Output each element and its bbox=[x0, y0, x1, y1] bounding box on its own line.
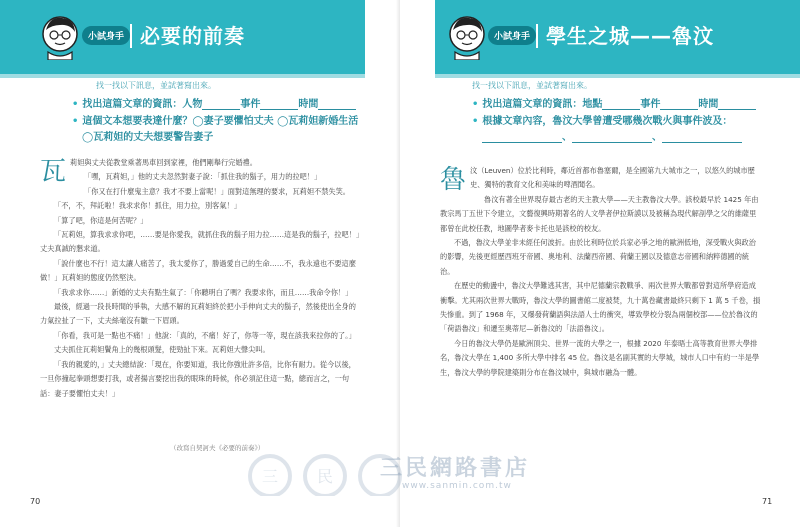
page-title: 學生之城——魯汶 bbox=[546, 24, 714, 48]
answer-blank-time[interactable] bbox=[318, 99, 356, 110]
task-item-info bbox=[72, 95, 356, 110]
task-item-meaning-cont bbox=[82, 128, 213, 143]
source-caption: （改寫自契訶夫《必要的前奏》） bbox=[170, 444, 265, 452]
task-time-label: 時間 bbox=[298, 99, 319, 110]
answer-blank-event-1[interactable] bbox=[482, 132, 562, 143]
paragraph: 「我的親愛的，」丈夫總結說：「現在，你要知道，我比你強壯許多倍，比你有耐力。從今以後，一旦你撞起拳頭想要打我，或者揚言要挖出我的眼珠的時候，你必須記住這一點，總而言之，一句話：妻子要懼怕丈夫！」 bbox=[40, 359, 356, 398]
task-events-answers bbox=[482, 128, 742, 143]
watermark-title: 三民網路書店 bbox=[380, 455, 531, 481]
answer-blank-event[interactable] bbox=[660, 99, 698, 110]
task-item-info bbox=[472, 95, 756, 110]
page-number: 70 bbox=[30, 497, 41, 506]
banner-rule bbox=[435, 74, 800, 78]
logo-glyph: 民 bbox=[316, 467, 334, 486]
paragraph: 「嘿，瓦莉妲，」他的丈夫忽然對妻子說：「抓住我的鬍子，用力的拉吧！」 bbox=[84, 172, 322, 182]
bullet-dot-icon: • bbox=[72, 99, 79, 110]
paragraph: 魯汶有著全世界現存最古老的天主教大學——天主教魯汶大學。該校最早於 1425 年由教宗馬丁五世下令建立，文藝復興時期著名的人文學者伊拉斯謨以及被稱為現代解剖學之父的維薩里都曾在此校任教，地圖學者麥卡托也是該校的校友。 bbox=[440, 194, 759, 233]
task-prefix: 找出這篇文章的資訊：人物 bbox=[82, 99, 203, 110]
student-avatar-icon bbox=[40, 14, 80, 60]
answer-blank-event[interactable] bbox=[260, 99, 298, 110]
task-event-label: 事件 bbox=[240, 99, 261, 110]
page-number: 71 bbox=[762, 497, 773, 506]
task-time-label: 時間 bbox=[698, 99, 719, 110]
title-divider bbox=[536, 24, 538, 48]
paragraph: 「瓦莉妲，算我求求你吧，……要是你愛我，就抓住我的鬍子用力拉……這是我的鬍子，拉吧！」丈夫真誠的懇求道。 bbox=[40, 230, 360, 254]
drop-cap: 魯 bbox=[440, 165, 467, 195]
paragraph: 最後，經過一段長時間的爭執，大感不解的瓦莉妲終於把小手伸向丈夫的鬍子，然後使出全身的力氣拉扯了一下，丈夫絲毫沒有皺一下眉頭。 bbox=[40, 302, 356, 326]
article-body bbox=[440, 164, 762, 380]
task-hint: 找一找以下訊息，並試著寫出來。 bbox=[472, 81, 592, 90]
student-avatar-icon bbox=[447, 14, 487, 60]
task-options-line1[interactable]: 這個文本想要表達什麼？◯妻子要懼怕丈夫 ◯瓦莉妲新婚生活 bbox=[82, 116, 359, 127]
page-title: 必要的前奏 bbox=[140, 24, 245, 48]
paragraph: 不過，魯汶大學並非未經任何波折。由於比利時位於兵家必爭之地的歐洲低地，深受戰火與政治的影響，先後更經歷西班牙帝國、奧地利、法蘭西帝國、荷蘭王國以及德意志帝國和納粹德國的統治。 bbox=[440, 238, 756, 276]
answer-blank-event-3[interactable] bbox=[662, 132, 742, 143]
bullet-dot-icon: • bbox=[472, 99, 479, 110]
paragraph: 「不，不，拜託啦！我求求你！抓住，用力拉，別客氣！」 bbox=[54, 201, 241, 211]
paragraph: 「你又在打什麼鬼主意？我才不要上當呢！」面對這無理的要求，瓦莉妲不禁失笑。 bbox=[84, 186, 350, 196]
task-prefix: 找出這篇文章的資訊：地點 bbox=[482, 99, 603, 110]
separator: 、 bbox=[652, 132, 662, 143]
logo-glyph: 三 bbox=[261, 467, 279, 486]
paragraph: 丈夫抓住瓦莉妲鬢角上的幾根頭髮，使勁扯下來。瓦莉妲大聲尖叫。 bbox=[54, 345, 270, 355]
section-tag: 小試身手 bbox=[488, 26, 536, 45]
watermark-url: www.sanmin.com.tw bbox=[402, 481, 512, 491]
drop-cap: 瓦 bbox=[40, 157, 67, 187]
bullet-dot-icon: • bbox=[72, 116, 79, 127]
task-item-events bbox=[472, 112, 732, 127]
task-item-meaning bbox=[72, 112, 358, 127]
answer-blank-event-2[interactable] bbox=[572, 132, 652, 143]
task-options-line2[interactable]: ◯瓦莉妲的丈夫想要警告妻子 bbox=[82, 132, 214, 143]
answer-blank-time[interactable] bbox=[718, 99, 756, 110]
answer-blank-place[interactable] bbox=[602, 99, 640, 110]
paragraph: 「說什麼也不行！這太讓人痛苦了，我太愛你了，勝過愛自己的生命……不，我永遠也不要這麼做！」瓦莉妲的態度仍然堅決。 bbox=[40, 258, 356, 283]
task-event-label: 事件 bbox=[640, 99, 661, 110]
task-events-prompt: 根據文章內容，魯汶大學曾遭受哪幾次戰火與事件波及： bbox=[482, 116, 733, 127]
answer-blank-person[interactable] bbox=[202, 99, 240, 110]
paragraph: 「你看，我可是一點也不痛！」他說：「真的，不痛！好了，你等一等，現在該我來拉你的了。」 bbox=[54, 330, 356, 340]
bullet-dot-icon: • bbox=[472, 116, 479, 127]
banner-rule bbox=[0, 74, 365, 78]
paragraph: 「算了吧，你這是何苦呢？」 bbox=[54, 215, 148, 225]
article-body bbox=[40, 156, 362, 401]
title-divider bbox=[130, 24, 132, 48]
paragraph: 瓦莉妲與丈夫從教堂乘著馬車回到家裡，他們剛舉行完婚禮。 bbox=[40, 157, 257, 187]
separator: 、 bbox=[562, 132, 572, 143]
task-hint: 找一找以下訊息，並試著寫出來。 bbox=[96, 81, 216, 90]
paragraph: 今日的魯汶大學仍是歐洲頂尖、世界一流的大學之一，根據 2020 年泰晤士高等教育世界大學排名，魯汶大學在 1,400 多所大學中排名 45 位。魯汶是名副其實的大學城，城市人口中有約一半是學生，魯汶大學的學院建築則分布在魯汶城中，與城市融為一體。 bbox=[440, 338, 760, 377]
section-tag: 小試身手 bbox=[82, 26, 130, 45]
paragraph: 在歷史的動盪中，魯汶大學難逃其害，其中尼德蘭宗教戰爭、兩次世界大戰都曾對這所學府造成衝擊。尤其兩次世界大戰時，魯汶大學的圖書館二度被焚，九十萬卷藏書最終只剩下 1 萬 5 千卷，損失慘重。到了 1968 年，又爆發荷蘭語與法語人士的衝突，導致學校分裂為兩個校部——位於魯汶的「荷語魯汶」和遷至奧蒂尼—新魯汶的「法語魯汶」。 bbox=[440, 281, 761, 334]
paragraph: 「我求求你……」新婚的丈夫有點生氣了：「你聽明白了嗎？我要求你，而且……我命令你！」 bbox=[54, 287, 353, 297]
paragraph: 魯汶（Leuven）位於比利時，鄰近首都布魯塞爾，是全國第九大城市之一，以悠久的城市歷史、獨特的教育文化和美味的啤酒聞名。 bbox=[440, 165, 755, 195]
